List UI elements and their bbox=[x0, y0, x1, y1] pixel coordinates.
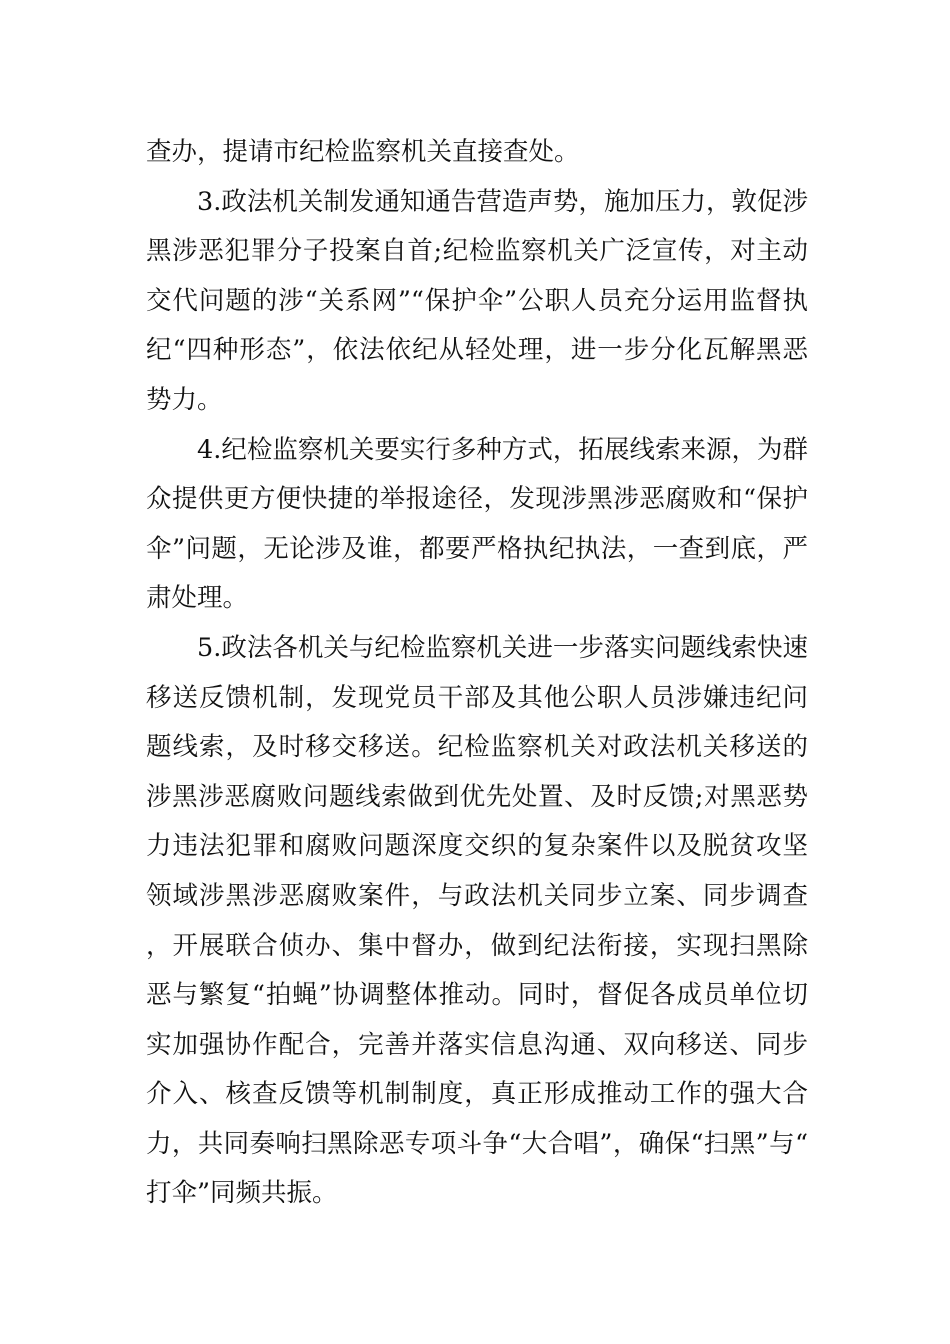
paragraph-item-4: 4.纪检监察机关要实行多种方式，拓展线索来源，为群众提供更方便快捷的举报途径，发现涉黑涉恶腐败和“保护伞”问题，无论涉及谁，都要严格执纪执法，一查到底，严肃处理。 bbox=[146, 434, 808, 614]
paragraph-item-3: 3.政法机关制发通知通告营造声势，施加压力，敦促涉黑涉恶犯罪分子投案自首;纪检监察机关广泛宣传，对主动交代问题的涉“关系网”“保护伞”公职人员充分运用监督执纪“四种形态”，依法依纪从轻处理，进一步分化瓦解黑恶势力。 bbox=[146, 186, 808, 415]
paragraph-item-5: 5.政法各机关与纪检监察机关进一步落实问题线索快速移送反馈机制，发现党员干部及其他公职人员涉嫌违纪问题线索，及时移交移送。纪检监察机关对政法机关移送的涉黑涉恶腐败问题线索做到优先处置、及时反馈;对黑恶势力违法犯罪和腐败问题深度交织的复杂案件以及脱贫攻坚领域涉黑涉恶腐败案件，与政法机关同步立案、同步调查，开展联合侦办、集中督办，做到纪法衔接，实现扫黑除恶与繁复“拍蝇”协调整体推动。同时，督促各成员单位切实加强协作配合，完善并落实信息沟通、双向移送、同步介入、核查反馈等机制制度，真正形成推动工作的强大合力，共同奏响扫黑除恶专项斗争“大合唱”，确保“扫黑”与“打伞”同频共振。 bbox=[146, 632, 808, 1209]
paragraph-continuation: 查办，提请市纪检监察机关直接查处。 bbox=[146, 137, 580, 167]
document-page bbox=[146, 128, 808, 1219]
